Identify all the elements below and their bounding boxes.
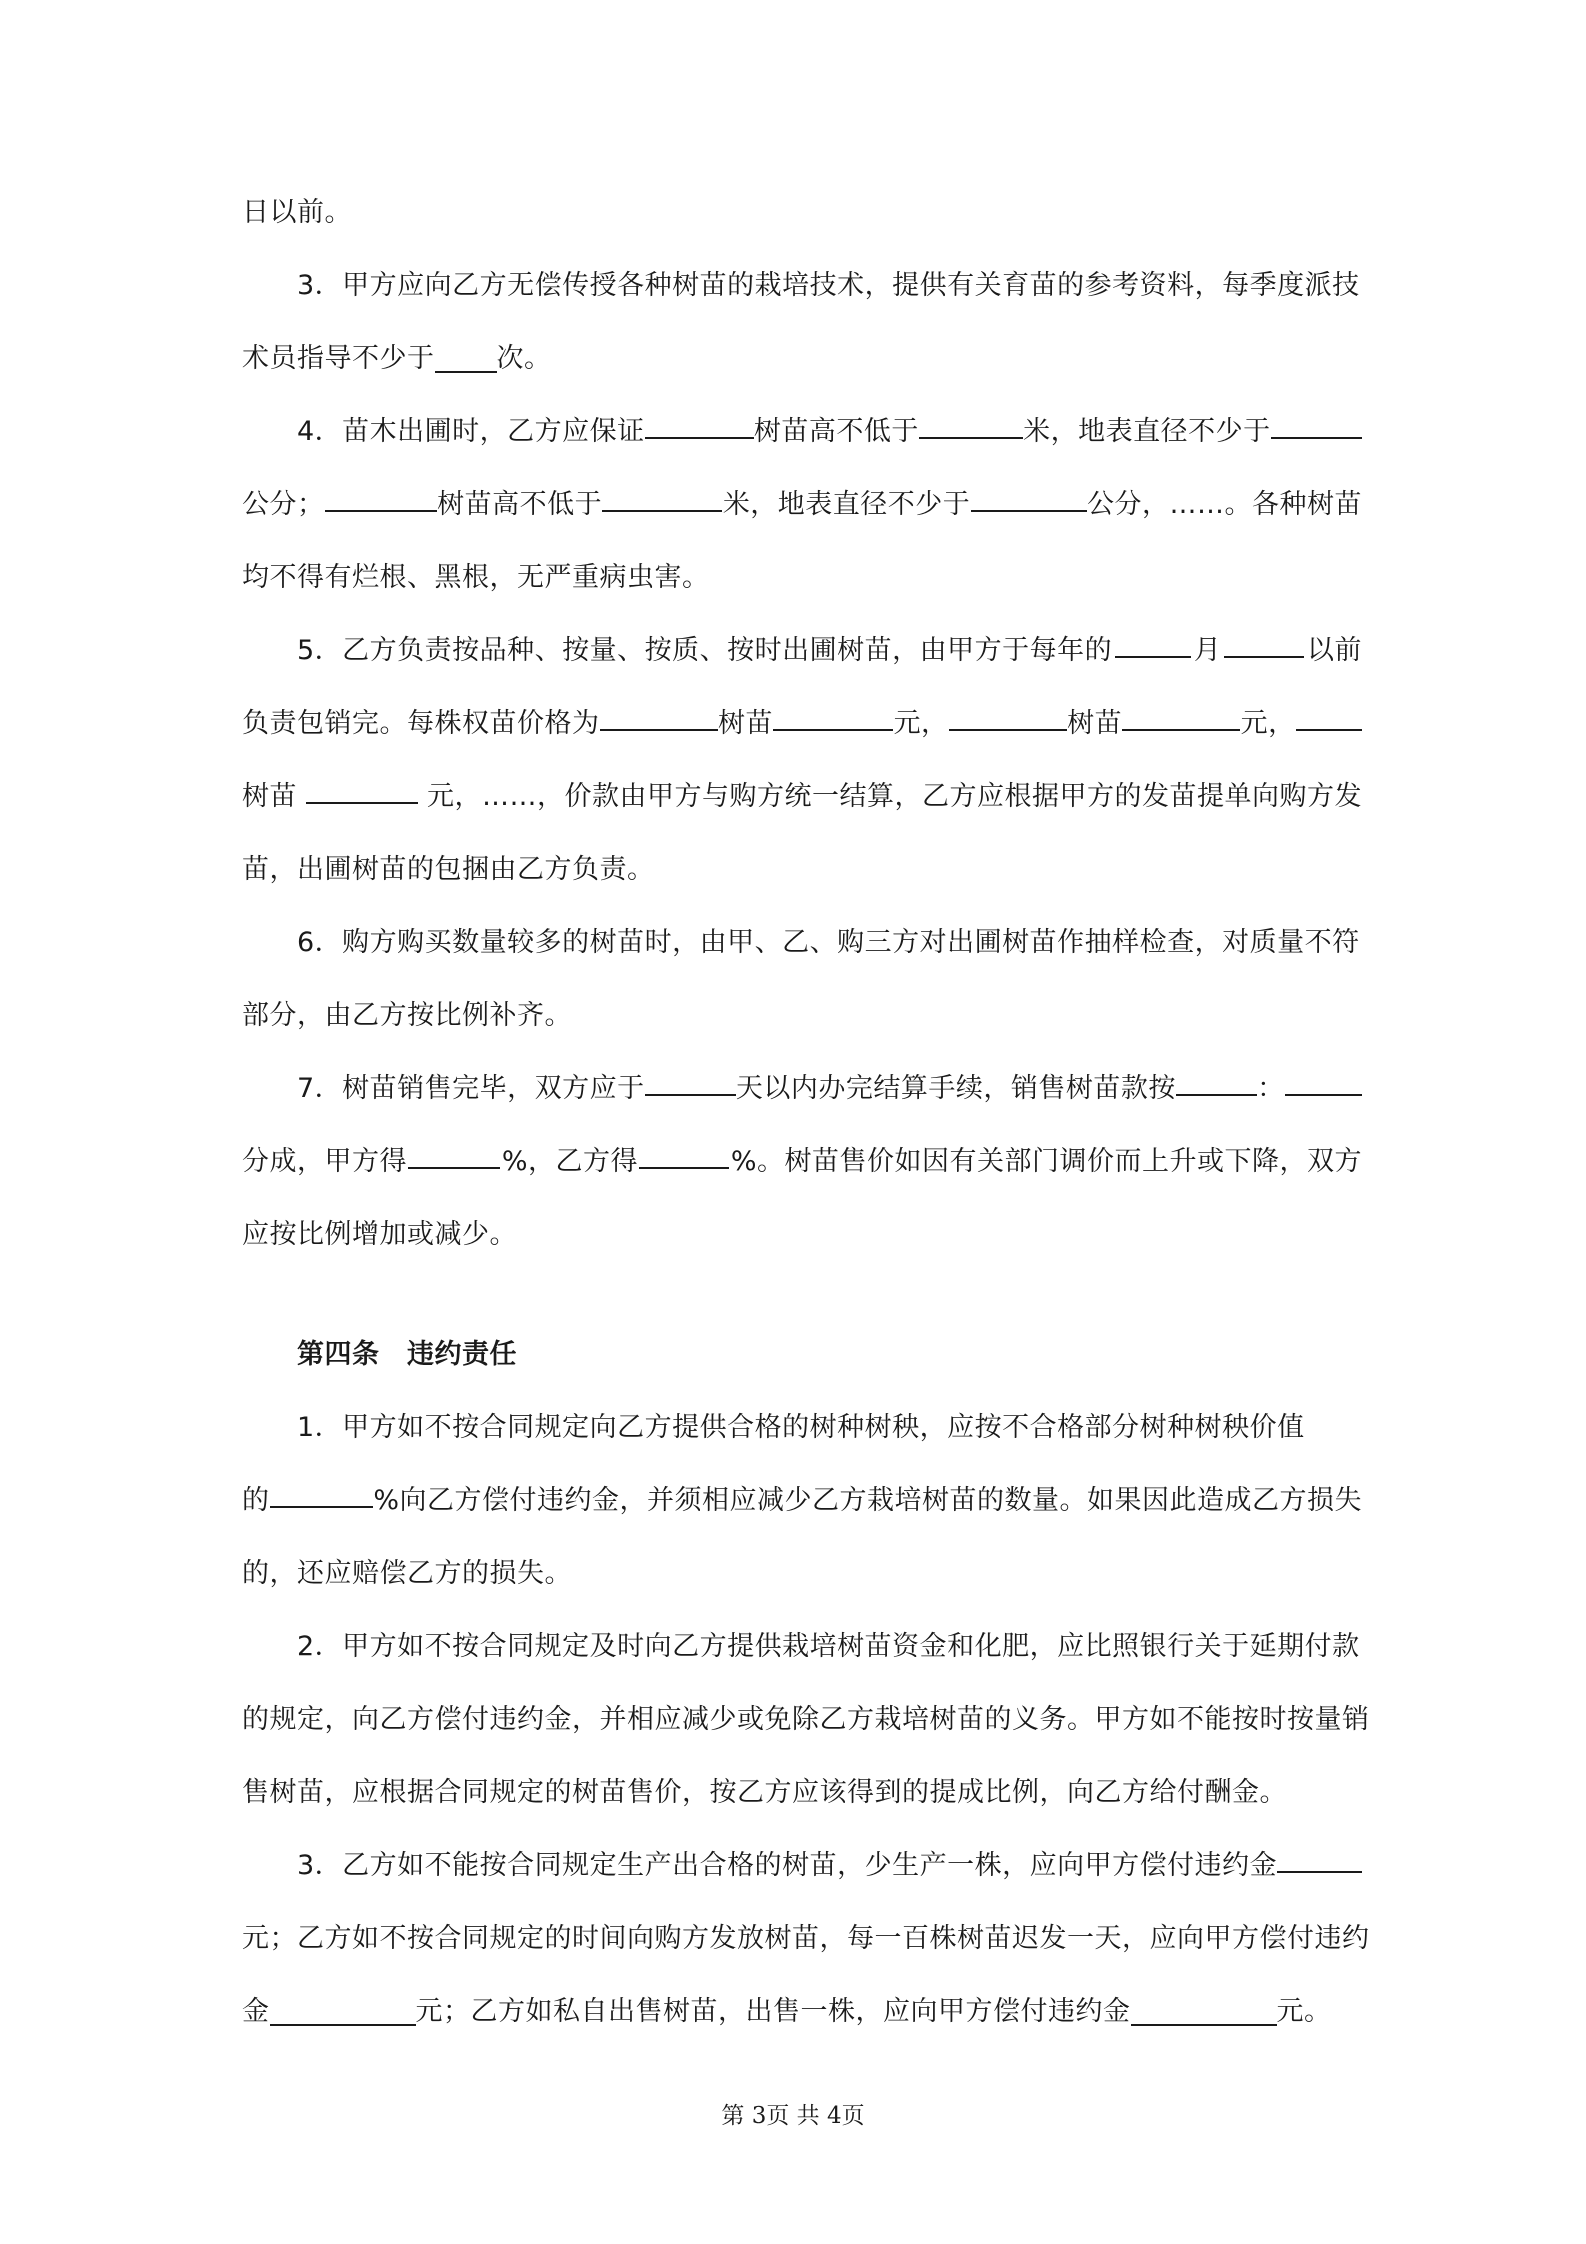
fill-blank[interactable] xyxy=(1176,1064,1257,1096)
fill-blank[interactable] xyxy=(1277,1841,1362,1873)
fill-blank[interactable] xyxy=(270,1476,374,1508)
art4-clause-2-line-3 xyxy=(242,1768,1362,1818)
text: 的 xyxy=(242,1485,270,1516)
fill-blank[interactable] xyxy=(949,699,1067,731)
fill-blank[interactable] xyxy=(1122,699,1240,731)
text: 负责包销完。每株权苗价格为 xyxy=(242,708,600,739)
text: 术员指导不少于 xyxy=(242,343,435,374)
fill-blank[interactable] xyxy=(600,699,718,731)
fill-blank[interactable] xyxy=(325,480,437,512)
text: 天以内办完结算手续，销售树苗款按 xyxy=(735,1073,1176,1104)
fill-blank[interactable] xyxy=(306,772,418,804)
text: 米，地表直径不少于 xyxy=(1023,416,1271,447)
fill-blank[interactable] xyxy=(639,1137,729,1169)
text: 公分； xyxy=(242,489,325,520)
text: 3．甲方应向乙方无偿传授各种树苗的栽培技术，提供有关育苗的参考资料，每季度派技 xyxy=(297,270,1360,301)
fill-blank[interactable] xyxy=(919,407,1023,439)
text: 7．树苗销售完毕，双方应于 xyxy=(297,1073,645,1104)
fill-blank[interactable] xyxy=(1296,699,1362,731)
text: 的，还应赔偿乙方的损失。 xyxy=(242,1558,572,1589)
clause-3-line-1 xyxy=(297,261,1362,311)
fill-blank[interactable] xyxy=(602,480,722,512)
fill-blank[interactable] xyxy=(435,341,497,373)
text: 6．购方购买数量较多的树苗时，由甲、乙、购三方对出圃树苗作抽样检查，对质量不符 xyxy=(297,927,1360,958)
text: 均不得有烂根、黑根，无严重病虫害。 xyxy=(242,562,710,593)
clause-6-line-2 xyxy=(242,991,1362,1041)
clause-5-line-1 xyxy=(297,626,1362,676)
text: 树苗 xyxy=(242,781,297,812)
art4-clause-1-line-3 xyxy=(242,1549,1362,1599)
page-number-footer: 第 3页 共 4页 xyxy=(721,2103,865,2129)
text: 公分，……。各种树苗 xyxy=(1086,489,1362,520)
clause-3-line-2 xyxy=(242,334,1362,384)
fill-blank[interactable] xyxy=(971,480,1087,512)
text: 月 xyxy=(1193,635,1222,666)
text: 元。 xyxy=(1276,1996,1332,2027)
clause-7-line-2 xyxy=(242,1137,1362,1187)
clause-4-line-1 xyxy=(297,407,1362,457)
clause-7-line-1 xyxy=(297,1064,1362,1114)
text: 部分，由乙方按比例补齐。 xyxy=(242,1000,572,1031)
text: 分成，甲方得 xyxy=(242,1146,407,1177)
art4-clause-3-line-2 xyxy=(242,1914,1370,1964)
art4-clause-2-line-2 xyxy=(242,1695,1370,1745)
heading-text: 第四条 违约责任 xyxy=(297,1339,517,1370)
text: ： xyxy=(1257,1073,1285,1104)
text: 2．甲方如不按合同规定及时向乙方提供栽培树苗资金和化肥，应比照银行关于延期付款 xyxy=(297,1631,1360,1662)
fill-blank[interactable] xyxy=(1115,626,1191,658)
text: 元，……，价款由甲方与购方统一结算，乙方应根据甲方的发苗提单向购方发 xyxy=(427,781,1362,812)
clause-4-line-3 xyxy=(242,553,1362,603)
text: %向乙方偿付违约金，并须相应减少乙方栽培树苗的数量。如果因此造成乙方损失 xyxy=(373,1485,1362,1516)
text: 元， xyxy=(893,708,949,739)
text: 的规定，向乙方偿付违约金，并相应减少或免除乙方栽培树苗的义务。甲方如不能按时按量销 xyxy=(242,1704,1370,1735)
art4-clause-3-line-3 xyxy=(242,1987,1362,2037)
art4-clause-1-line-2 xyxy=(242,1476,1362,1526)
fill-blank[interactable] xyxy=(1271,407,1362,439)
text: %。树苗售价如因有关部门调价而上升或下降，双方 xyxy=(730,1146,1362,1177)
fill-blank[interactable] xyxy=(1224,626,1304,658)
fill-blank[interactable] xyxy=(773,699,893,731)
text: 5．乙方负责按品种、按量、按质、按时出圃树苗，由甲方于每年的 xyxy=(297,635,1113,666)
clause-7-line-3 xyxy=(242,1210,1362,1260)
fill-blank[interactable] xyxy=(645,1064,736,1096)
text: 3．乙方如不能按合同规定生产出合格的树苗，少生产一株，应向甲方偿付违约金 xyxy=(297,1850,1278,1881)
text: 1．甲方如不按合同规定向乙方提供合格的树种树秧，应按不合格部分树种树秧价值 xyxy=(297,1412,1305,1443)
clause-5-line-2 xyxy=(242,699,1362,749)
text: 树苗 xyxy=(718,708,774,739)
text: 树苗高不低于 xyxy=(753,416,919,447)
article-4-heading xyxy=(297,1330,1417,1380)
text: 元；乙方如私自出售树苗，出售一株，应向甲方偿付违约金 xyxy=(415,1996,1131,2027)
text: 以前 xyxy=(1307,635,1362,666)
fill-blank[interactable] xyxy=(645,407,754,439)
art4-clause-3-line-1 xyxy=(297,1841,1362,1891)
text: 元；乙方如不按合同规定的时间向购方发放树苗，每一百株树苗迟发一天，应向甲方偿付违约 xyxy=(242,1923,1370,1954)
text: 元， xyxy=(1240,708,1296,739)
text: %，乙方得 xyxy=(501,1146,638,1177)
paragraph-line xyxy=(242,188,1362,238)
text: 日以前。 xyxy=(242,197,352,228)
text: 售树苗，应根据合同规定的树苗售价，按乙方应该得到的提成比例，向乙方给付酬金。 xyxy=(242,1777,1287,1808)
art4-clause-1-line-1 xyxy=(297,1403,1362,1453)
fill-blank[interactable] xyxy=(1131,1994,1277,2026)
clause-6-line-1 xyxy=(297,918,1362,968)
fill-blank[interactable] xyxy=(408,1137,500,1169)
text: 米，地表直径不少于 xyxy=(722,489,971,520)
text: 次。 xyxy=(496,343,552,374)
art4-clause-2-line-1 xyxy=(297,1622,1362,1672)
fill-blank[interactable] xyxy=(270,1994,416,2026)
text: 4．苗木出圃时，乙方应保证 xyxy=(297,416,645,447)
fill-blank[interactable] xyxy=(1285,1064,1362,1096)
clause-5-line-4 xyxy=(242,845,1362,895)
text: 树苗高不低于 xyxy=(437,489,603,520)
text: 金 xyxy=(242,1996,270,2027)
text: 树苗 xyxy=(1067,708,1123,739)
text: 苗，出圃树苗的包捆由乙方负责。 xyxy=(242,854,655,885)
clause-4-line-2 xyxy=(242,480,1362,530)
clause-5-line-3 xyxy=(242,772,1362,822)
text: 应按比例增加或减少。 xyxy=(242,1219,517,1250)
